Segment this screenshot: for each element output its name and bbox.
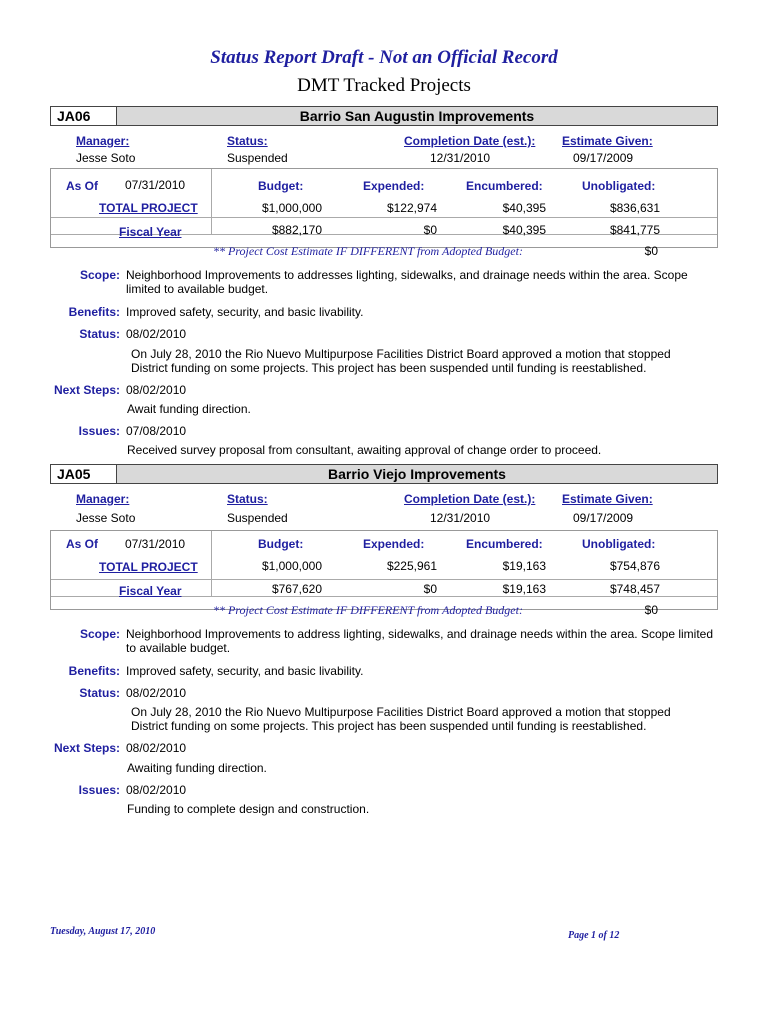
fiscal-budget: $767,620 (271, 582, 322, 596)
completion-value: 12/31/2010 (430, 511, 491, 525)
budget-label: Budget: (258, 179, 304, 193)
issues-text: Funding to complete design and construction. (127, 802, 370, 816)
project-header-bar (50, 464, 718, 484)
total-expended: $122,974 (386, 201, 437, 215)
next-steps-date: 08/02/2010 (126, 741, 187, 755)
manager-value: Jesse Soto (76, 511, 136, 525)
completion-value: 12/31/2010 (430, 151, 491, 165)
issues-date: 08/02/2010 (126, 783, 187, 797)
total-expended: $225,961 (386, 559, 437, 573)
total-encumbered: $40,395 (502, 201, 546, 215)
fiscal-unobligated: $748,457 (609, 582, 660, 596)
next-steps-date: 08/02/2010 (126, 383, 187, 397)
status-date: 08/02/2010 (126, 327, 187, 341)
scope-text: Neighborhood Improvements to addresses lighting, sidewalks, and drainage needs within the area. Scope limited to available budget. (126, 268, 688, 296)
total-unobligated: $754,876 (609, 559, 660, 573)
as-of-value: 07/31/2010 (125, 178, 186, 192)
as-of-value: 07/31/2010 (125, 537, 186, 551)
next-steps-label: Next Steps: (53, 383, 120, 397)
manager-label: Manager: (76, 134, 130, 148)
estimate-given-label: Estimate Given: (562, 134, 653, 148)
total-budget: $1,000,000 (261, 201, 322, 215)
scope-label: Scope: (79, 268, 120, 282)
fiscal-encumbered: $19,163 (502, 582, 546, 596)
benefits-text: Improved safety, security, and basic livability. (126, 664, 364, 678)
footer-page-number: Page 1 of 12 (568, 930, 620, 941)
status-value: Suspended (227, 511, 288, 525)
project-block (0, 106, 768, 466)
total-unobligated: $836,631 (609, 201, 660, 215)
status-text: On July 28, 2010 the Rio Nuevo Multipurpose Facilities District Board approved a motion that stopped District funding on some projects. This project has been suspended until funding is reestablished. (131, 347, 671, 375)
estimate-given-value: 09/17/2009 (573, 511, 634, 525)
fiscal-year-link[interactable]: Fiscal Year (119, 584, 182, 598)
estimate-diff-value: $0 (644, 244, 658, 258)
report-title: Status Report Draft - Not an Official Record (210, 47, 558, 68)
issues-text: Received survey proposal from consultant, awaiting approval of change order to proceed. (127, 443, 602, 457)
next-steps-text: Await funding direction. (127, 402, 251, 416)
project-block (0, 464, 768, 824)
scope-label: Scope: (79, 627, 120, 641)
manager-label: Manager: (76, 492, 130, 506)
expended-label: Expended: (363, 537, 425, 551)
status-label: Status: (227, 134, 268, 148)
scope-text: Neighborhood Improvements to address lighting, sidewalks, and drainage needs within the area. Scope limited to available budget. (126, 627, 714, 655)
issues-date: 07/08/2010 (126, 424, 187, 438)
estimate-note: ** Project Cost Estimate IF DIFFERENT from Adopted Budget: (213, 244, 523, 258)
status-section-label: Status: (79, 686, 120, 700)
estimate-diff-value: $0 (644, 603, 658, 617)
unobligated-label: Unobligated: (582, 179, 656, 193)
encumbered-label: Encumbered: (466, 537, 543, 551)
issues-label: Issues: (78, 783, 120, 797)
expended-label: Expended: (363, 179, 425, 193)
estimate-given-label: Estimate Given: (562, 492, 653, 506)
total-encumbered: $19,163 (502, 559, 546, 573)
fiscal-budget: $882,170 (271, 223, 322, 237)
project-header-bar (50, 106, 718, 126)
unobligated-label: Unobligated: (582, 537, 656, 551)
project-name: Barrio San Augustin Improvements (299, 108, 535, 124)
project-name: Barrio Viejo Improvements (328, 466, 506, 482)
report-subtitle: DMT Tracked Projects (297, 75, 471, 96)
status-section-label: Status: (79, 327, 120, 341)
fiscal-year-link[interactable]: Fiscal Year (119, 225, 182, 239)
project-code: JA05 (51, 465, 117, 483)
total-project-link[interactable]: TOTAL PROJECT (99, 560, 198, 574)
estimate-note: ** Project Cost Estimate IF DIFFERENT from Adopted Budget: (213, 603, 523, 617)
as-of-label: As Of (66, 179, 99, 193)
status-date: 08/02/2010 (126, 686, 187, 700)
as-of-label: As Of (66, 537, 99, 551)
status-label: Status: (227, 492, 268, 506)
footer-date: Tuesday, August 17, 2010 (50, 926, 156, 937)
encumbered-label: Encumbered: (466, 179, 543, 193)
status-text: On July 28, 2010 the Rio Nuevo Multipurpose Facilities District Board approved a motion that stopped District funding on some projects. This project has been suspended until funding is reestablished. (131, 705, 671, 733)
budget-label: Budget: (258, 537, 304, 551)
total-budget: $1,000,000 (261, 559, 322, 573)
next-steps-label: Next Steps: (53, 741, 120, 755)
manager-value: Jesse Soto (76, 151, 136, 165)
fiscal-expended: $0 (423, 582, 437, 596)
fiscal-unobligated: $841,775 (609, 223, 660, 237)
benefits-text: Improved safety, security, and basic livability. (126, 305, 364, 319)
total-project-link[interactable]: TOTAL PROJECT (99, 201, 198, 215)
completion-label: Completion Date (est.): (404, 134, 536, 148)
issues-label: Issues: (78, 424, 120, 438)
estimate-given-value: 09/17/2009 (573, 151, 634, 165)
status-value: Suspended (227, 151, 288, 165)
project-code: JA06 (51, 107, 117, 125)
completion-label: Completion Date (est.): (404, 492, 536, 506)
benefits-label: Benefits: (68, 664, 120, 678)
fiscal-encumbered: $40,395 (502, 223, 546, 237)
fiscal-expended: $0 (423, 223, 437, 237)
next-steps-text: Awaiting funding direction. (127, 761, 267, 775)
benefits-label: Benefits: (68, 305, 120, 319)
